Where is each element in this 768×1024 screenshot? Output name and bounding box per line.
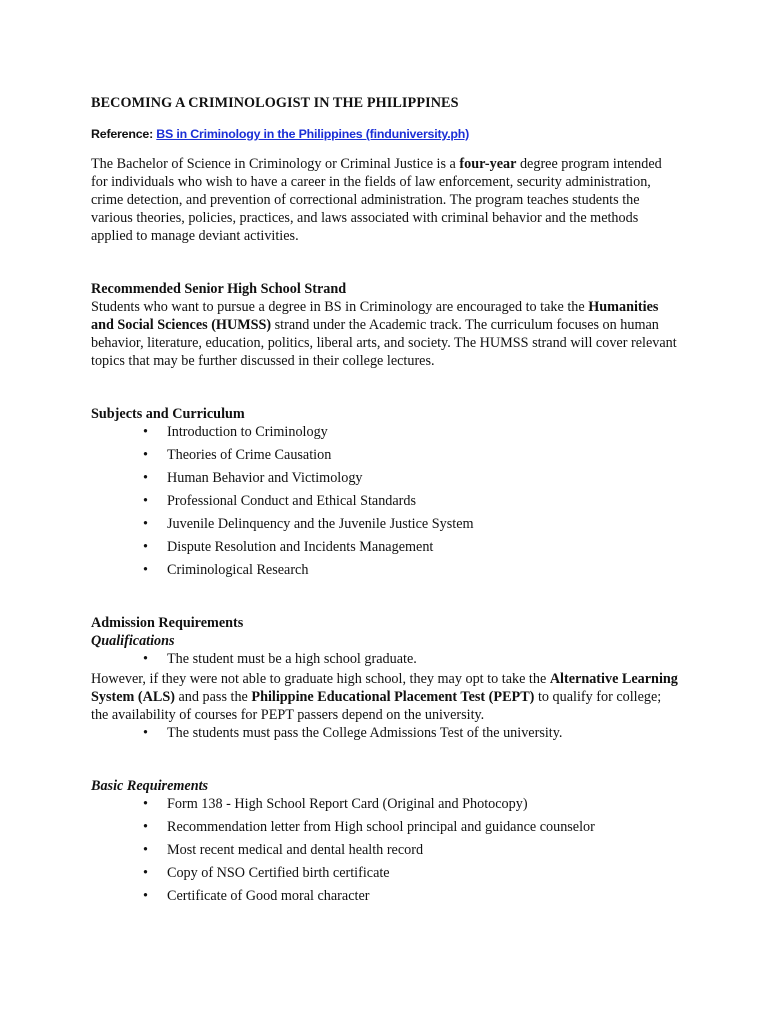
strand-heading: Recommended Senior High School Strand	[91, 281, 347, 297]
reference-line	[91, 126, 681, 142]
list-item	[91, 841, 681, 859]
list-item	[91, 492, 681, 510]
bullet-icon: •	[143, 470, 148, 486]
basic-requirements-heading: Basic Requirements	[91, 778, 209, 794]
list-item-text: Human Behavior and Victimology	[167, 470, 363, 486]
list-item	[91, 724, 681, 742]
bullet-icon: •	[143, 651, 148, 667]
qualifications-list-2	[91, 724, 681, 742]
intro-bold: four-year	[459, 156, 517, 172]
list-item	[91, 795, 681, 813]
bullet-icon: •	[143, 424, 148, 440]
list-item	[91, 446, 681, 464]
reference-link[interactable]: BS in Criminology in the Philippines (finduniversity.ph)	[156, 127, 470, 141]
list-item-text: The students must pass the College Admissions Test of the university.	[167, 725, 563, 741]
basic-requirements-list	[91, 795, 681, 905]
strand-bold: Humanities and Social Sciences (HUMSS)	[91, 299, 659, 333]
bullet-icon: •	[143, 493, 148, 509]
bullet-icon: •	[143, 842, 148, 858]
list-item	[91, 561, 681, 579]
list-item-text: Recommendation letter from High school principal and guidance counselor	[167, 819, 595, 835]
list-item	[91, 538, 681, 556]
intro-text-1: The Bachelor of Science in Criminology or Criminal Justice is a	[91, 156, 460, 172]
list-item	[91, 469, 681, 487]
list-item-text: Certificate of Good moral character	[167, 888, 370, 904]
list-item	[91, 887, 681, 905]
qualifications-heading: Qualifications	[91, 633, 175, 649]
list-item-text: Theories of Crime Causation	[167, 447, 332, 463]
pept-bold: Philippine Educational Placement Test (PEPT)	[251, 689, 535, 705]
strand-paragraph	[91, 298, 681, 370]
admission-note-text-3: to qualify for college; the availability of courses for PEPT passers depend on the university.	[91, 689, 662, 723]
document-title: BECOMING A CRIMINOLOGIST IN THE PHILIPPINES	[91, 95, 459, 111]
subjects-list	[91, 423, 681, 579]
bullet-icon: •	[143, 516, 148, 532]
list-item-text: Most recent medical and dental health record	[167, 842, 424, 858]
bullet-icon: •	[143, 819, 148, 835]
intro-text-2: degree program intended for individuals who wish to have a career in the fields of law enforcement, security administration, crime detection, and prevention of correctional administration. The program teaches students the various theories, policies, practices, and laws associated with criminal behavior and the methods applied to manage deviant activities.	[91, 156, 662, 244]
list-item-text: Criminological Research	[167, 562, 309, 578]
bullet-icon: •	[143, 562, 148, 578]
list-item-text: Form 138 - High School Report Card (Original and Photocopy)	[167, 796, 528, 812]
subjects-heading: Subjects and Curriculum	[91, 406, 245, 422]
list-item	[91, 818, 681, 836]
list-item-text: Juvenile Delinquency and the Juvenile Justice System	[167, 516, 474, 532]
qualifications-list-1	[91, 650, 681, 668]
bullet-icon: •	[143, 539, 148, 555]
document-page	[91, 95, 681, 910]
list-item-text: Copy of NSO Certified birth certificate	[167, 865, 390, 881]
list-item	[91, 864, 681, 882]
bullet-icon: •	[143, 725, 148, 741]
als-bold: Alternative Learning System (ALS)	[91, 671, 678, 705]
list-item-text: The student must be a high school graduate.	[167, 651, 417, 667]
list-item	[91, 423, 681, 441]
bullet-icon: •	[143, 865, 148, 881]
strand-text-1: Students who want to pursue a degree in BS in Criminology are encouraged to take the	[91, 299, 589, 315]
list-item	[91, 650, 681, 668]
list-item-text: Introduction to Criminology	[167, 424, 328, 440]
admission-note-text-1: However, if they were not able to graduate high school, they may opt to take the	[91, 671, 550, 687]
admission-note-text-2: and pass the	[174, 689, 252, 705]
intro-paragraph	[91, 155, 681, 245]
list-item-text: Dispute Resolution and Incidents Management	[167, 539, 434, 555]
reference-label: Reference:	[91, 127, 157, 141]
admission-heading: Admission Requirements	[91, 615, 244, 631]
bullet-icon: •	[143, 447, 148, 463]
bullet-icon: •	[143, 888, 148, 904]
list-item-text: Professional Conduct and Ethical Standards	[167, 493, 417, 509]
bullet-icon: •	[143, 796, 148, 812]
list-item	[91, 515, 681, 533]
admission-note	[91, 670, 681, 724]
strand-text-2: strand under the Academic track. The curriculum focuses on human behavior, literature, education, politics, liberal arts, and society. The HUMSS strand will cover relevant topics that may be further discussed in their college lectures.	[91, 317, 677, 369]
